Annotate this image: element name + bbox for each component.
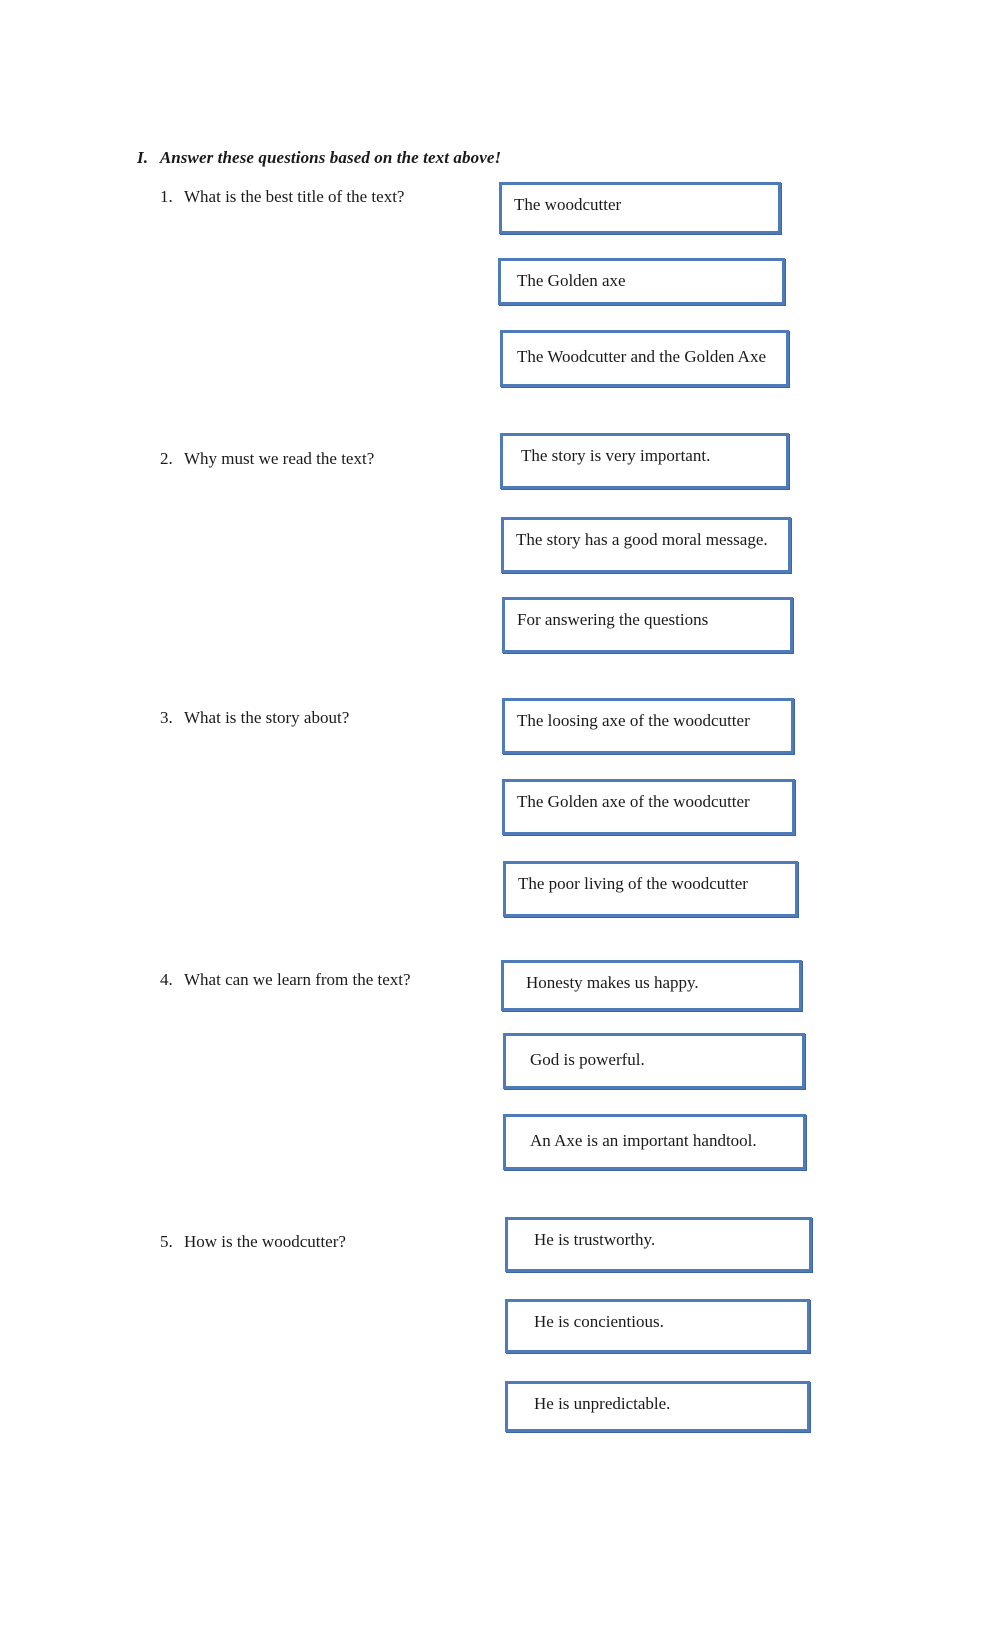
question-text: How is the woodcutter? — [184, 1232, 346, 1251]
answer-option-3a[interactable]: The loosing axe of the woodcutter — [502, 698, 794, 754]
answer-option-5b[interactable]: He is concientious. — [505, 1299, 810, 1353]
question-number: 2. — [160, 449, 173, 468]
question-text: What can we learn from the text? — [184, 970, 411, 989]
answer-option-3b[interactable]: The Golden axe of the woodcutter — [502, 779, 795, 835]
question-5 — [160, 1232, 346, 1252]
answer-option-2b[interactable]: The story has a good moral message. — [501, 517, 791, 573]
answer-option-4c[interactable]: An Axe is an important handtool. — [503, 1114, 806, 1170]
section-title: Answer these questions based on the text above! — [159, 148, 502, 167]
question-number: 1. — [160, 187, 173, 206]
answer-option-1b[interactable]: The Golden axe — [498, 258, 785, 305]
answer-option-2a[interactable]: The story is very important. — [500, 433, 789, 489]
answer-option-5c[interactable]: He is unpredictable. — [505, 1381, 810, 1432]
question-number: 5. — [160, 1232, 173, 1251]
question-text: Why must we read the text? — [184, 449, 375, 468]
question-3 — [160, 708, 349, 728]
question-number: 3. — [160, 708, 173, 727]
section-numeral: I. — [137, 148, 149, 167]
question-number: 4. — [160, 970, 173, 989]
question-1 — [160, 187, 404, 207]
answer-option-1c[interactable]: The Woodcutter and the Golden Axe — [500, 330, 789, 387]
question-4 — [160, 970, 411, 990]
question-2 — [160, 449, 374, 469]
section-heading — [137, 148, 501, 168]
answer-option-1a[interactable]: The woodcutter — [499, 182, 781, 234]
answer-option-3c[interactable]: The poor living of the woodcutter — [503, 861, 798, 917]
answer-option-2c[interactable]: For answering the questions — [502, 597, 793, 653]
answer-option-4b[interactable]: God is powerful. — [503, 1033, 805, 1089]
question-text: What is the best title of the text? — [184, 187, 405, 206]
question-text: What is the story about? — [184, 708, 350, 727]
answer-option-5a[interactable]: He is trustworthy. — [505, 1217, 812, 1272]
answer-option-4a[interactable]: Honesty makes us happy. — [501, 960, 802, 1011]
